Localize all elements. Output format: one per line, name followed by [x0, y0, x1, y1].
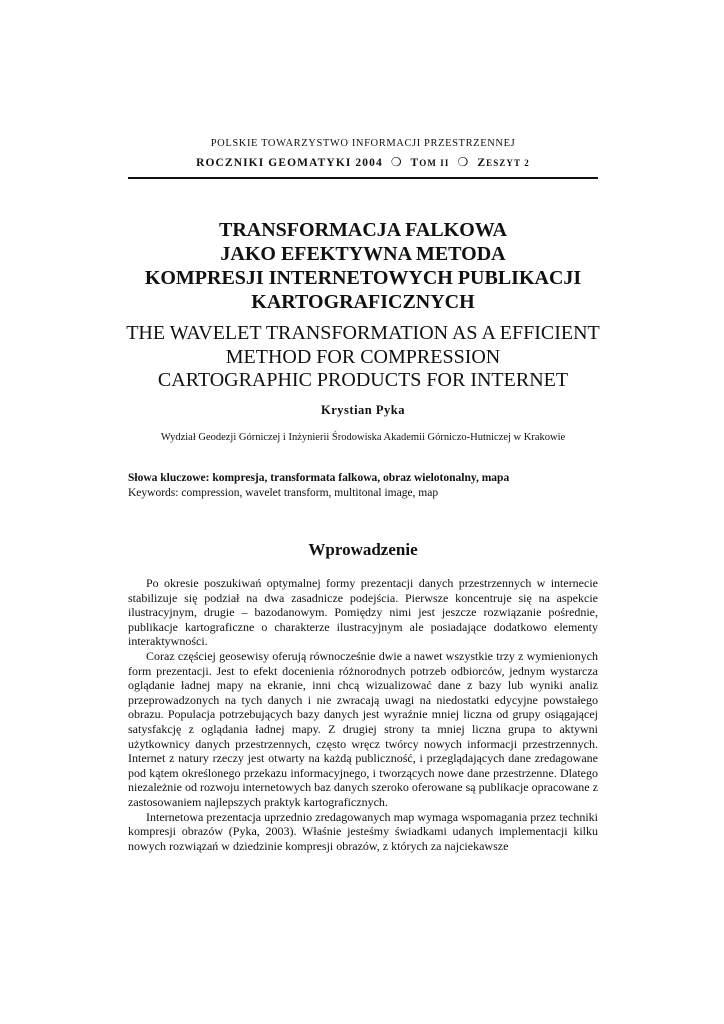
title-pl-line: JAKO EFEKTYWNA METODA — [220, 243, 506, 265]
title-pl-line: KOMPRESJI INTERNETOWYCH PUBLIKACJI — [144, 267, 582, 289]
header-rule — [128, 177, 598, 179]
keywords-polish: Słowa kluczowe: kompresja, transformata falkowa, obraz wielotonalny, mapa — [128, 472, 510, 484]
volume-label: OM II — [419, 158, 450, 168]
volume-initial: T — [410, 157, 420, 169]
body-text — [128, 576, 598, 853]
author-affiliation: Wydział Geodezji Górniczej i Inżynierii Środowiska Akademii Górniczo-Hutniczej w Krakowie — [160, 432, 566, 443]
title-english — [118, 322, 608, 393]
title-en-line: THE WAVELET TRANSFORMATION AS A EFFICIENT — [126, 322, 600, 344]
title-pl-line: KARTOGRAFICZNYCH — [251, 291, 475, 313]
issue-initial: Z — [477, 157, 487, 169]
paragraph: Internetowa prezentacja uprzednio zredagowanych map wymaga wspomagania przez techniki kompresji obrazów (Pyka, 2003). Właśnie jesteśmy świadkami udanych implementacji kilku nowych rozwiązań w dziedzinie kompresji obrazów, z których za najciekawsze — [128, 809, 598, 853]
title-en-line: CARTOGRAPHIC PRODUCTS FOR INTERNET — [157, 369, 569, 391]
title-polish — [118, 218, 608, 314]
section-heading: Wprowadzenie — [308, 540, 418, 559]
journal-name: ROCZNIKI GEOMATYKI 2004 — [196, 157, 383, 169]
keywords-block — [128, 471, 598, 500]
title-en-line: METHOD FOR COMPRESSION — [225, 345, 501, 368]
journal-header — [128, 137, 598, 171]
paragraph: Coraz częściej geosewisy oferują równocześnie dwie a nawet wszystkie trzy z wymienionych form prezentacji. Jest to efekt docenienia różnorodnych potrzeb odbiorców, jednym wystarcza oglądanie ładnej mapy na ekranie, inni chcą wizualizować dane z bazy lub wyniki analiz przeprowadzonych na tych danych i nie zwracają uwagi na niedostatki edycyjne powstałego obrazu. Populacja potrzebujących bazy danych jest wyraźnie mniej liczna od grupy osiągającej satysfakcję z oglądania ładnej mapy. Z drugiej strony ta mniej liczna grupa to aktywni użytkownicy danych przestrzennych, często wręcz twórcy nowych informacji przestrzennych. Internet z natury rzeczy jest otwarty na każdą publiczność, i przeglądających dane zredagowane pod kątem określonego przekazu informacyjnego, i tworzących nowe dane przestrzenne. Dlatego niezależnie od rozwoju internetowych baz danych szeroko oferowane są publikacje opracowane z zastosowaniem najlepszych praktyk kartograficznych. — [128, 648, 598, 809]
keywords-english: Keywords: compression, wavelet transform, multitonal image, map — [128, 486, 439, 499]
paragraph: Po okresie poszukiwań optymalnej formy prezentacji danych przestrzennych w internecie stabilizuje się podział na dwa zasadnicze podejścia. Pierwsze koncentruje się na aspekcie ilustracyjnym, drugie – bazodanowym. Pomiędzy nimi jest jeszcze rozwiązanie pośrednie, publikacje kartograficzne o charakterze ilustracyjnym ale posiadające dodatkowo elementy interaktywności. — [128, 576, 598, 649]
circle-separator-icon: ❍ — [390, 155, 403, 169]
issue-label: ESZYT 2 — [486, 158, 530, 168]
title-pl-line: TRANSFORMACJA FALKOWA — [219, 219, 507, 241]
author-name: Krystian Pyka — [321, 403, 405, 417]
society-name: POLSKIE TOWARZYSTWO INFORMACJI PRZESTRZENNEJ — [210, 138, 516, 149]
circle-separator-icon: ❍ — [457, 155, 470, 169]
journal-line — [128, 154, 598, 171]
